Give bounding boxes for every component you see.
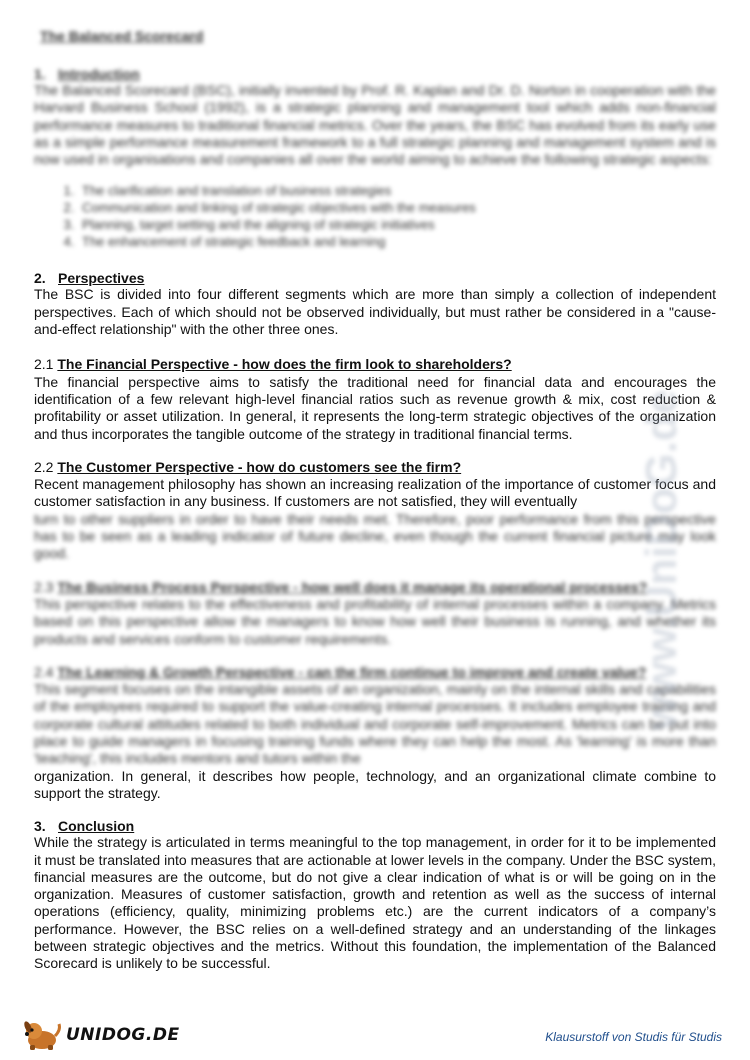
section-heading <box>34 356 716 373</box>
section-title: The Customer Perspective - how do customers see the firm? <box>57 458 462 475</box>
section-customer-perspective <box>34 459 716 563</box>
section-body: This perspective relates to the effectiveness and profitability of internal processes within a company. Metrics based on this perspective allow the managers to know how well their business is running, and whether its products and services conform to customer requirements. <box>34 595 716 647</box>
watermark <box>637 300 706 820</box>
section-heading <box>34 579 716 596</box>
section-body: The Balanced Scorecard (BSC), initially invented by Prof. R. Kaplan and Dr. D. Norton in cooperation with the Harvard Business School (1992), is a strategic planning and management tool which adds non-financial performance measures to traditional financial metrics. Over the years, the BSC has evolved from its early use as a simple performance measurement framework to a full strategic planning and management system and is now used in organisations and companies all over the world aiming to achieve the following strategic aspects: <box>34 82 716 168</box>
section-heading <box>34 664 716 681</box>
section-number: 3. <box>34 818 46 835</box>
blurred-block <box>34 664 716 768</box>
section-body-blurred: This segment focuses on the intangible assets of an organization, mainly on the internal skills and capabilities of the employees required to support the value-creating internal processes. It includes employee training and corporate cultural attitudes related to both individual and corporate self-improvement. Metrics can be put into place to guide managers in focusing training funds where they can help the most. As 'learning' is more than 'teaching', this includes mentors and tutors within the <box>34 681 716 767</box>
section-financial-perspective <box>34 356 716 442</box>
section-body: The BSC is divided into four different segments which are more than simply a collection of independent perspectives. Each of which should not be observed individually, but must rather be considered in a "cause-and-effect relationship" with the other three ones. <box>34 286 716 338</box>
section-introduction <box>34 66 716 250</box>
footer-brand <box>22 1018 180 1052</box>
section-title: Introduction <box>58 66 140 82</box>
section-title: The Learning & Growth Perspective - can the firm continue to improve and create value? <box>57 663 647 680</box>
section-heading <box>34 66 716 82</box>
section-title: Perspectives <box>58 270 145 287</box>
section-number: 1. <box>34 66 46 82</box>
list-item: 4. The enhancement of strategic feedback and learning <box>78 233 716 250</box>
section-conclusion <box>34 818 716 972</box>
section-body: While the strategy is articulated in terms meaningful to the top management, in order for it to be implemented it must be translated into measures that are actionable at lower levels in the company. Under the BSC system, financial measures are the outcome, but do not give a clear indication of what is or will be going on in the organization. Measures of customer satisfaction, growth and retention as well as the success of internal operations (efficiency, quality, minimizing problems etc.) are the current indicators of a company’s performance. However, the BSC relies on a well-defined strategy and an understanding of the linkages between strategic objectives and the metrics. Without this foundation, the implementation of the Balanced Scorecard is unlikely to be successful. <box>34 834 716 972</box>
section-body-blurred: turn to other suppliers in order to have their needs met. Therefore, poor performance from this perspective has to be seen as a leading indicator of future decline, even though the current financial picture may look good. <box>34 510 716 562</box>
list-item: 3. Planning, target setting and the aligning of strategic initiatives <box>78 216 716 233</box>
section-body: organization. In general, it describes how people, technology, and an organizational climate combine to support the strategy. <box>34 767 716 801</box>
section-title: The Financial Perspective - how does the firm look to shareholders? <box>57 356 512 373</box>
section-number: 2. <box>34 270 46 287</box>
document-title: The Balanced Scorecard <box>40 28 204 44</box>
footer-slogan: Klausurstoff von Studis für Studis <box>545 1030 722 1044</box>
section-heading <box>34 818 716 834</box>
section-title: The Business Process Perspective - how well does it manage its operational processes? <box>57 578 648 595</box>
section-number: 2.4 <box>34 663 54 680</box>
brand-name: UNIDOG.DE <box>66 1025 180 1045</box>
strategic-aspects-list <box>34 182 716 250</box>
section-process-perspective <box>34 579 716 648</box>
dog-mascot-icon <box>22 1018 62 1052</box>
section-title: Conclusion <box>58 818 135 835</box>
section-heading <box>34 459 716 476</box>
section-body: Recent management philosophy has shown an increasing realization of the importance of customer focus and customer satisfaction in any business. If customers are not satisfied, they will eventually <box>34 476 716 510</box>
section-learning-perspective <box>34 664 716 802</box>
section-body: The financial perspective aims to satisfy the traditional need for financial data and encourages the identification of a few relevant high-level financial ratios such as revenue growth & mix, cost reduction & profitability or asset utilization. In general, it represents the long-term strategic objectives of the organization and thus incorporates the tangible outcome of the strategy in traditional financial terms. <box>34 373 716 442</box>
section-number: 2.2 <box>34 458 54 475</box>
document-page <box>34 20 716 973</box>
list-item: 1. The clarification and translation of business strategies <box>78 182 716 199</box>
list-item: 2. Communication and linking of strategic objectives with the measures <box>78 199 716 216</box>
watermark-text: www.UniDoG.de <box>637 389 686 731</box>
section-heading <box>34 270 716 286</box>
section-number: 2.3 <box>34 578 54 595</box>
section-perspectives <box>34 270 716 338</box>
section-number: 2.1 <box>34 356 54 373</box>
